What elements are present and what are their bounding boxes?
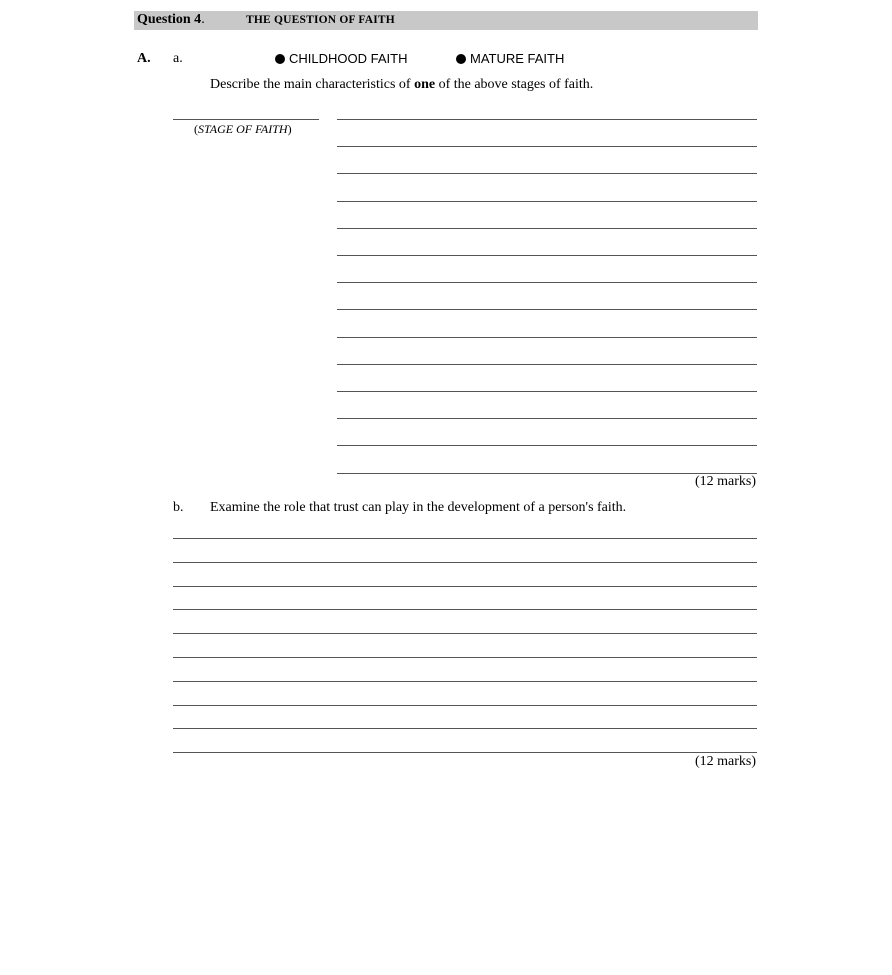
- question-a-prompt: Describe the main characteristics of one of the above stages of faith.: [210, 77, 594, 92]
- answer-line[interactable]: [173, 562, 757, 563]
- option-label: MATURE FAITH: [470, 51, 565, 66]
- answer-line[interactable]: [337, 119, 757, 120]
- answer-line[interactable]: [337, 201, 757, 202]
- answer-line[interactable]: [337, 337, 757, 338]
- answer-line[interactable]: [337, 255, 757, 256]
- marks-a: (12 marks): [694, 474, 756, 489]
- option-label: CHILDHOOD FAITH: [289, 51, 408, 66]
- answer-line[interactable]: [173, 633, 757, 634]
- answer-line[interactable]: [173, 681, 757, 682]
- answer-line[interactable]: [337, 146, 757, 147]
- bullet-icon: [456, 54, 466, 64]
- question-title: THE QUESTION OF FAITH: [246, 14, 395, 26]
- sub-question-a-label: a.: [173, 51, 183, 66]
- answer-line[interactable]: [337, 445, 757, 446]
- question-header: [134, 11, 758, 30]
- answer-line[interactable]: [173, 657, 757, 658]
- question-b-prompt: Examine the role that trust can play in the development of a person's faith.: [210, 500, 627, 515]
- answer-line[interactable]: [337, 228, 757, 229]
- answer-line[interactable]: [173, 586, 757, 587]
- answer-line[interactable]: [173, 705, 757, 706]
- marks-b: (12 marks): [694, 754, 756, 769]
- answer-line[interactable]: [337, 418, 757, 419]
- stage-of-faith-label: (STAGE OF FAITH): [194, 122, 292, 136]
- part-a-label: A.: [137, 51, 151, 66]
- option-mature-faith: [456, 51, 564, 66]
- answer-line[interactable]: [337, 391, 757, 392]
- answer-line[interactable]: [337, 364, 757, 365]
- answer-line[interactable]: [173, 728, 757, 729]
- answer-line[interactable]: [337, 309, 757, 310]
- bullet-icon: [275, 54, 285, 64]
- answer-line[interactable]: [337, 282, 757, 283]
- answer-line[interactable]: [337, 173, 757, 174]
- answer-line[interactable]: [173, 538, 757, 539]
- question-number: Question 4.: [137, 12, 205, 27]
- stage-of-faith-answer-line[interactable]: [173, 119, 319, 120]
- answer-line[interactable]: [173, 752, 757, 753]
- sub-question-b-label: b.: [173, 500, 184, 515]
- option-childhood-faith: [275, 51, 407, 66]
- answer-line[interactable]: [173, 609, 757, 610]
